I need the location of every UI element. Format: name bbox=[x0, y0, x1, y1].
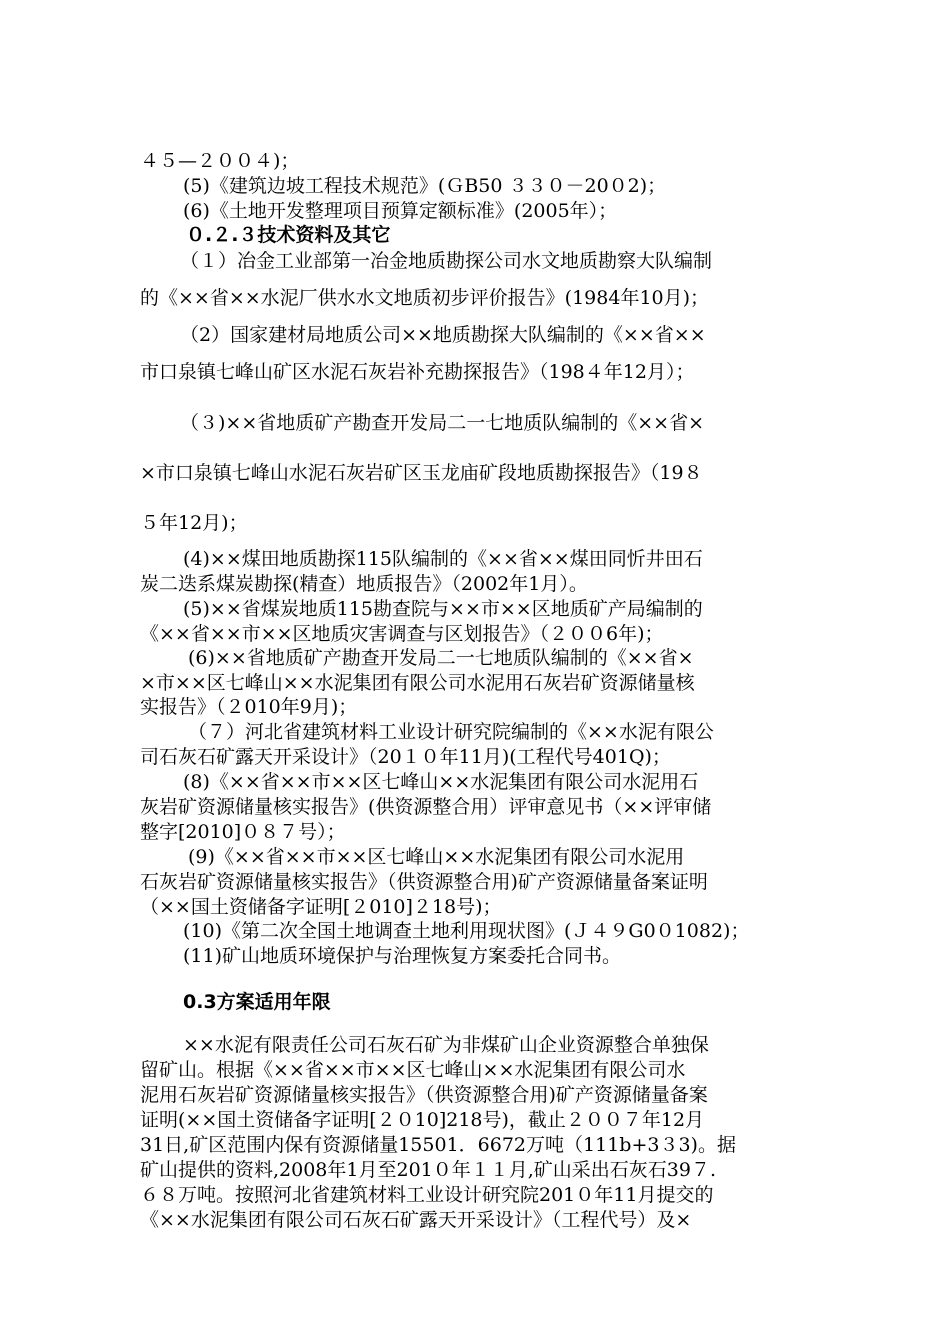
text-line: ５年12月)； bbox=[140, 512, 248, 534]
section-heading: ０.２.３技术资料及其它 bbox=[186, 224, 391, 246]
text-line: (10)《第二次全国土地调查土地利用现状图》(Ｊ４９G0０1082)； bbox=[183, 920, 750, 942]
text-line: ４５—２００４)； bbox=[140, 150, 300, 172]
text-line: (6)××省地质矿产勘查开发局二一七地质队编制的《××省× bbox=[188, 647, 694, 669]
section-heading: 0.3方案适用年限 bbox=[183, 991, 331, 1013]
text-line: 的《××省××水泥厂供水水文地质初步评价报告》(1984年10月)； bbox=[140, 287, 710, 309]
text-line: 市口泉镇七峰山矿区水泥石灰岩补充勘探报告》（198４年12月）； bbox=[140, 361, 695, 383]
text-line: ６８万吨。按照河北省建筑材料工业设计研究院201０年11月提交的 bbox=[140, 1184, 714, 1206]
text-line: ××水泥有限责任公司石灰石矿为非煤矿山企业资源整合单独保 bbox=[183, 1034, 709, 1056]
text-line: 留矿山。根据《××省××市××区七峰山××水泥集团有限公司水 bbox=[140, 1059, 686, 1081]
text-line: 整字[2010]０８７号）； bbox=[140, 821, 346, 843]
text-line: 证明(××国土资储备字证明[２０10]218号)，截止２００７年12月 bbox=[140, 1109, 705, 1131]
text-line: (5)××省煤炭地质115勘查院与××市××区地质矿产局编制的 bbox=[183, 598, 703, 620]
text-line: 石灰岩矿资源储量核实报告》（供资源整合用)矿产资源储量备案证明 bbox=[140, 871, 708, 893]
text-line: （７）河北省建筑材料工业设计研究院编制的《××水泥有限公 bbox=[188, 721, 714, 743]
text-line: ×市口泉镇七峰山水泥石灰岩矿区玉龙庙矿段地质勘探报告》（19８ bbox=[140, 462, 703, 484]
text-line: 矿山提供的资料,2008年1月至201０年１１月,矿山采出石灰石39７. bbox=[140, 1159, 717, 1181]
text-line: 实报告》（２010年9月)； bbox=[140, 696, 358, 718]
text-line: (8)《××省××市××区七峰山××水泥集团有限公司水泥用石 bbox=[183, 771, 699, 793]
text-line: ×市××区七峰山××水泥集团有限公司水泥用石灰岩矿资源储量核 bbox=[140, 672, 695, 694]
text-line: (9)《××省××市××区七峰山××水泥集团有限公司水泥用 bbox=[188, 846, 685, 868]
text-line: 31日,矿区范围内保有资源储量15501．6672万吨（111b+3３3)。据 bbox=[140, 1134, 736, 1156]
text-line: 炭二迭系煤炭勘探(精查）地质报告》（2002年1月）。 bbox=[140, 573, 588, 595]
text-line: (11)矿山地质环境保护与治理恢复方案委托合同书。 bbox=[183, 945, 622, 967]
text-line: (5)《建筑边坡工程技术规范》(ＧB50 ３３０－20０2)； bbox=[183, 175, 667, 197]
text-line: （３)××省地质矿产勘查开发局二一七地质队编制的《××省× bbox=[180, 412, 705, 434]
text-line: （１）冶金工业部第一冶金地质勘探公司水文地质勘察大队编制 bbox=[180, 250, 713, 272]
text-line: 灰岩矿资源储量核实报告》(供资源整合用）评审意见书（××评审储 bbox=[140, 796, 712, 818]
text-line: (4)××煤田地质勘探115队编制的《××省××煤田同忻井田石 bbox=[183, 548, 703, 570]
text-line: 《××水泥集团有限公司石灰石矿露天开采设计》（工程代号）及× bbox=[140, 1209, 692, 1231]
text-line: 《××省××市××区地质灾害调查与区划报告》（２００6年)； bbox=[140, 623, 664, 645]
text-line: (6)《土地开发整理项目预算定额标准》(2005年）； bbox=[183, 200, 618, 222]
text-line: （××国土资储备字证明[２010]２18号)； bbox=[140, 896, 502, 918]
text-line: 司石灰石矿露天开采设计》（20１０年11月)(工程代号401Q)； bbox=[140, 746, 671, 768]
text-line: 泥用石灰岩矿资源储量核实报告》（供资源整合用)矿产资源储量备案 bbox=[140, 1084, 708, 1106]
text-line: （2）国家建材局地质公司××地质勘探大队编制的《××省×× bbox=[180, 324, 706, 346]
